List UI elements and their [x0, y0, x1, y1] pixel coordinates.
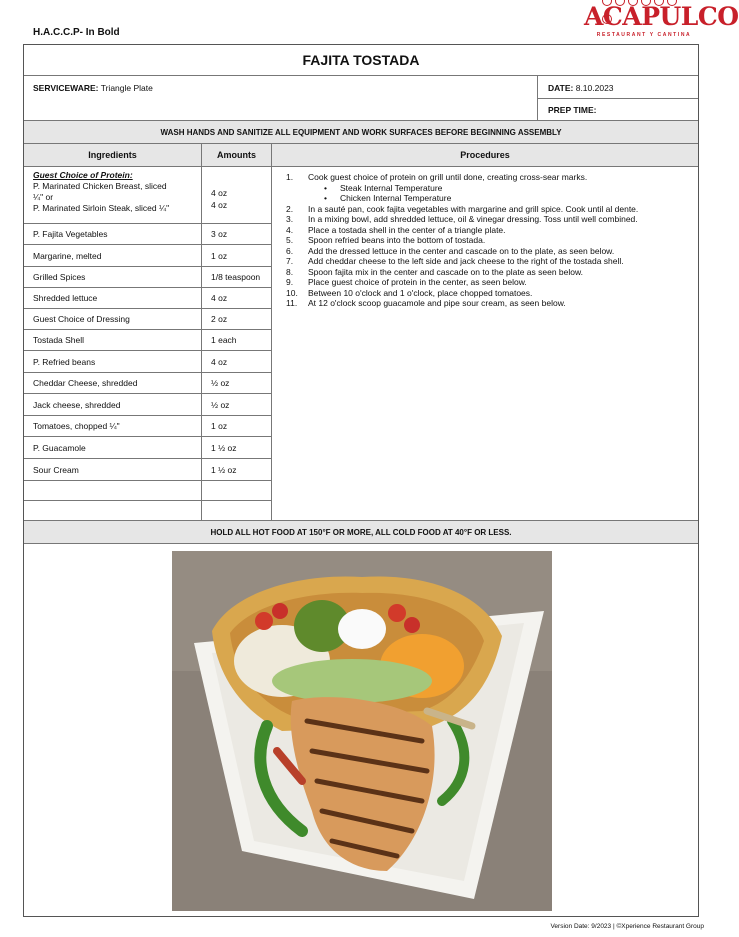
- ingredient-row: [24, 459, 272, 481]
- procedure-bullet: [286, 193, 688, 204]
- ingredient-row: [24, 330, 272, 351]
- step-number: 2.: [286, 203, 294, 214]
- protein-amount: 4 oz: [211, 188, 228, 198]
- step-text: Add cheddar cheese to the left side and jack cheese to the right of the tostada shell.: [308, 256, 624, 266]
- serviceware: [24, 76, 538, 121]
- ingredient-row: [24, 481, 272, 501]
- ingredient-name: Cheddar Cheese, shredded: [24, 373, 202, 393]
- procedure-steps: [286, 204, 688, 309]
- ingredient-row: [24, 437, 272, 459]
- ingredient-row: [24, 267, 272, 288]
- ingredient-name: P. Fajita Vegetables: [24, 224, 202, 244]
- step-number: 3.: [286, 214, 294, 224]
- step-number: 10.: [286, 287, 298, 298]
- step-text: Place a tostada shell in the center of a triangle plate.: [308, 224, 506, 235]
- step-number: 1.: [286, 172, 294, 182]
- ingredient-amount: 1 each: [202, 330, 272, 350]
- step-text: Spoon fajita mix in the center and cascade on to the plate as seen below.: [308, 266, 584, 277]
- protein-choice-row: [24, 167, 272, 224]
- haccp-note: H.A.C.C.P- In Bold: [33, 27, 120, 38]
- step-text: In a sauté pan, cook fajita vegetables with margarine and grill spice. Cook until al dente.: [308, 203, 639, 214]
- protein-choice-heading: Guest Choice of Protein:: [33, 170, 133, 180]
- ingredient-amount: ½ oz: [202, 373, 272, 393]
- ingredient-name: [24, 481, 202, 500]
- ingredient-name: Tomatoes, chopped ¼": [24, 416, 202, 436]
- procedure-step: [286, 298, 688, 309]
- step-text: At 12 o'clock scoop guacamole and pipe sour cream, as seen below.: [308, 298, 566, 308]
- protein-line: P. Marinated Chicken Breast, sliced: [33, 181, 167, 191]
- ingredient-row: [24, 224, 272, 245]
- recipe-title: FAJITA TOSTADA: [24, 45, 698, 76]
- ingredient-name: Margarine, melted: [24, 245, 202, 266]
- procedure-step: [286, 235, 688, 246]
- protein-choice-amount: [202, 167, 272, 223]
- fajita-tostada-illustration: [172, 551, 552, 911]
- step-number: 9.: [286, 277, 294, 287]
- step-number: 6.: [286, 245, 294, 256]
- procedure-step: [286, 214, 688, 225]
- protein-line: P. Marinated Sirloin Steak, sliced ¼": [33, 203, 170, 213]
- holding-temperature-banner: HOLD ALL HOT FOOD AT 150°F OR MORE, ALL COLD FOOD AT 40°F OR LESS.: [24, 521, 698, 544]
- amounts-header: Amounts: [202, 144, 272, 167]
- ingredient-row: [24, 416, 272, 437]
- ingredient-row: [24, 245, 272, 267]
- ingredient-name: Shredded lettuce: [24, 288, 202, 308]
- ingredient-name: P. Refried beans: [24, 351, 202, 372]
- ingredient-name: [24, 501, 202, 520]
- recipe-date: [538, 76, 698, 99]
- procedure-step: [286, 225, 688, 236]
- wash-hands-banner: WASH HANDS AND SANITIZE ALL EQUIPMENT AND WORK SURFACES BEFORE BEGINNING ASSEMBLY: [24, 121, 698, 144]
- ingredient-row: [24, 501, 272, 521]
- ingredient-name: P. Guacamole: [24, 437, 202, 458]
- ingredient-amount: 1 ½ oz: [202, 459, 272, 480]
- procedure-step: [286, 267, 688, 278]
- ingredient-name: Tostada Shell: [24, 330, 202, 350]
- ingredient-row: [24, 373, 272, 394]
- bullet-text: Steak Internal Temperature: [340, 182, 443, 193]
- ingredient-amount: 4 oz: [202, 288, 272, 308]
- ingredient-amount: 1/8 teaspoon: [202, 267, 272, 287]
- procedure-step: [286, 172, 688, 183]
- step-number: 4.: [286, 224, 294, 235]
- procedure-bullet: [286, 183, 688, 194]
- ingredient-amount: 1 oz: [202, 245, 272, 266]
- protein-line: ¼" or: [33, 192, 54, 202]
- bullet-dot: •: [324, 193, 327, 203]
- ingredient-amount: [202, 501, 272, 520]
- step-text: Place guest choice of protein in the center, as seen below.: [308, 277, 527, 287]
- step-text: Spoon refried beans into the bottom of tostada.: [308, 235, 486, 245]
- step-number: 7.: [286, 256, 294, 266]
- ingredient-amount: 3 oz: [202, 224, 272, 244]
- procedure-step: [286, 277, 688, 288]
- acapulco-logo: [584, 0, 739, 44]
- recipe-card: [23, 44, 699, 917]
- ingredient-amount: 1 ½ oz: [202, 437, 272, 458]
- ingredient-name: Guest Choice of Dressing: [24, 309, 202, 329]
- step-text: In a mixing bowl, add shredded lettuce, oil & vinegar dressing. Toss until well combined.: [308, 214, 638, 224]
- logo-wordmark: ACAPULCO: [584, 2, 739, 31]
- ingredient-name: Jack cheese, shredded: [24, 394, 202, 415]
- ingredient-row: [24, 394, 272, 416]
- ingredient-amount: [202, 481, 272, 500]
- ingredient-name: Sour Cream: [24, 459, 202, 480]
- procedure-step: [286, 246, 688, 257]
- logo-subtitle: RESTAURANT Y CANTINA: [596, 32, 692, 38]
- ingredient-amount: 4 oz: [202, 351, 272, 372]
- ingredients-header: Ingredients: [24, 144, 202, 167]
- step-text: Add the dressed lettuce in the center and cascade on to the plate, as seen below.: [308, 245, 615, 256]
- procedures-header: Procedures: [272, 144, 698, 167]
- procedure-step: [286, 256, 688, 267]
- bullet-text: Chicken Internal Temperature: [340, 193, 452, 203]
- serviceware-label: SERVICEWARE:: [33, 83, 99, 93]
- protein-choice-ingredient: [24, 167, 202, 223]
- ingredient-name: Grilled Spices: [24, 267, 202, 287]
- date-label: DATE:: [548, 83, 574, 93]
- serviceware-value: Triangle Plate: [100, 83, 153, 93]
- ingredient-amount: 2 oz: [202, 309, 272, 329]
- step-number: 5.: [286, 235, 294, 245]
- procedure-step: [286, 288, 688, 299]
- ingredient-amount: ½ oz: [202, 394, 272, 415]
- step-text: Cook guest choice of protein on grill until done, creating cross-sear marks.: [308, 172, 588, 182]
- step-number: 8.: [286, 266, 294, 277]
- version-footer: Version Date: 9/2023 | ©Xperience Restaurant Group: [550, 923, 704, 930]
- prep-time: [538, 99, 698, 121]
- prep-time-label: PREP TIME:: [548, 105, 597, 115]
- bullet-dot: •: [324, 182, 327, 193]
- ingredient-amount: 1 oz: [202, 416, 272, 436]
- ingredient-row: [24, 351, 272, 373]
- ingredient-row: [24, 288, 272, 309]
- step-text: Between 10 o'clock and 1 o'clock, place chopped tomatoes.: [308, 287, 533, 298]
- plated-dish-photo: [172, 551, 552, 911]
- ingredient-row: [24, 309, 272, 330]
- procedure-step: [286, 204, 688, 215]
- procedures-list: [272, 167, 698, 521]
- step-number: 11.: [286, 298, 298, 308]
- date-value: 8.10.2023: [575, 83, 614, 93]
- protein-amount: 4 oz: [211, 200, 228, 210]
